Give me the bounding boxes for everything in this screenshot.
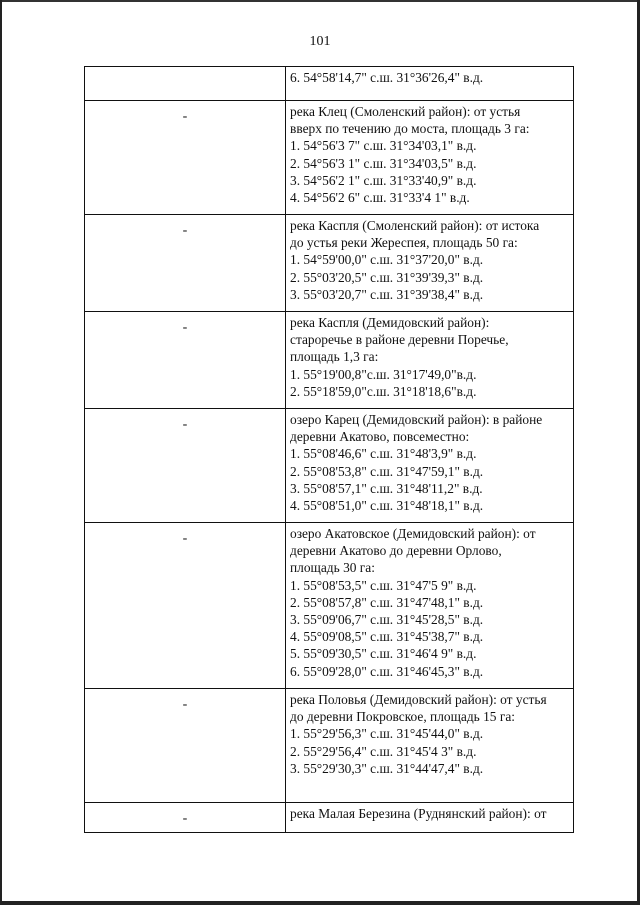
coordinates-table: [84, 66, 574, 833]
text-line: 2. 55°18'59,0"с.ш. 31°18'18,6"в.д.: [290, 383, 477, 399]
text-line: река Каспля (Демидовский район):: [290, 315, 490, 330]
text-line: 2. 55°08'57,8" с.ш. 31°47'48,1" в.д.: [290, 594, 484, 610]
text-line: 2. 55°08'53,8" с.ш. 31°47'59,1" в.д.: [290, 463, 484, 479]
description-cell: [286, 409, 574, 523]
dash-cell: [85, 312, 286, 409]
text-line: площадь 30 га:: [290, 560, 375, 576]
dash-mark: -: [182, 811, 188, 826]
description-cell: [286, 67, 574, 101]
text-line: 4. 55°08'51,0" с.ш. 31°48'18,1" в.д.: [290, 498, 484, 514]
text-line: 1. 54°59'00,0" с.ш. 31°37'20,0" в.д.: [290, 252, 484, 268]
description-cell: [286, 215, 574, 312]
text-line: 5. 55°09'30,5" с.ш. 31°46'4 9" в.д.: [290, 646, 477, 662]
dash-mark: -: [182, 223, 188, 238]
text-line: 3. 55°08'57,1" с.ш. 31°48'11,2" в.д.: [290, 480, 483, 496]
dash-mark: -: [182, 320, 188, 335]
text-line: 1. 55°29'56,3" с.ш. 31°45'44,0" в.д.: [290, 726, 484, 742]
table-row: [85, 689, 574, 803]
table-row: [85, 215, 574, 312]
text-line: 1. 55°08'46,6" с.ш. 31°48'3,9" в.д.: [290, 446, 477, 462]
text-line: 1. 54°56'3 7" с.ш. 31°34'03,1" в.д.: [290, 138, 477, 154]
table-row: [85, 101, 574, 215]
text-line: река Малая Березина (Руднянский район): от: [290, 806, 547, 821]
text-line: река Клец (Смоленский район): от устья: [290, 104, 521, 119]
description-cell: [286, 689, 574, 803]
description-cell: [286, 101, 574, 215]
text-line: озеро Карец (Демидовский район): в районе: [290, 412, 543, 427]
text-line: река Половья (Демидовский район): от устья: [290, 692, 547, 707]
text-line: до деревни Покровское, площадь 15 га:: [290, 709, 515, 725]
page-number: 101: [309, 34, 331, 49]
text-line: озеро Акатовское (Демидовский район): от: [290, 526, 536, 541]
dash-mark: [85, 67, 285, 75]
text-line: 6. 55°09'28,0" с.ш. 31°46'45,3" в.д.: [290, 663, 484, 679]
text-line: деревни Акатово, повсеместно:: [290, 429, 470, 445]
table-row: [85, 409, 574, 523]
text-line: староречье в районе деревни Поречье,: [290, 332, 509, 348]
dash-mark: -: [182, 697, 188, 712]
dash-cell: [85, 101, 286, 215]
description-cell: [286, 312, 574, 409]
description-cell: [286, 803, 574, 833]
dash-mark: -: [182, 531, 188, 546]
dash-cell: [85, 689, 286, 803]
dash-cell: [85, 803, 286, 833]
table-row: [85, 312, 574, 409]
dash-cell: [85, 67, 286, 101]
text-line: 1. 55°08'53,5" с.ш. 31°47'5 9" в.д.: [290, 577, 477, 593]
text-line: 3. 55°03'20,7" с.ш. 31°39'38,4" в.д.: [290, 286, 484, 302]
text-line: 3. 55°09'06,7" с.ш. 31°45'28,5" в.д.: [290, 612, 484, 628]
table-row: [85, 803, 574, 833]
text-line: 6. 54°58'14,7" с.ш. 31°36'26,4" в.д.: [290, 70, 484, 85]
text-line: вверх по течению до моста, площадь 3 га:: [290, 121, 530, 137]
text-line: 3. 55°29'30,3" с.ш. 31°44'47,4" в.д.: [290, 760, 484, 776]
scan-border-left: [0, 0, 2, 905]
scan-border-bottom: [0, 901, 640, 905]
text-line: 4. 54°56'2 6" с.ш. 31°33'4 1" в.д.: [290, 190, 470, 206]
dash-cell: [85, 523, 286, 689]
text-line: 1. 55°19'00,8"с.ш. 31°17'49,0"в.д.: [290, 366, 477, 382]
text-line: площадь 1,3 га:: [290, 349, 379, 365]
dash-cell: [85, 215, 286, 312]
text-line: до устья реки Жереспея, площадь 50 га:: [290, 235, 518, 251]
text-line: 3. 54°56'2 1" с.ш. 31°33'40,9" в.д.: [290, 172, 477, 188]
scan-border-top: [0, 0, 640, 2]
dash-cell: [85, 409, 286, 523]
dash-mark: -: [182, 109, 188, 124]
text-line: 2. 55°03'20,5" с.ш. 31°39'39,3" в.д.: [290, 269, 484, 285]
text-line: 2. 54°56'3 1" с.ш. 31°34'03,5" в.д.: [290, 155, 477, 171]
text-line: деревни Акатово до деревни Орлово,: [290, 543, 502, 559]
table-row: [85, 67, 574, 101]
text-line: 4. 55°09'08,5" с.ш. 31°45'38,7" в.д.: [290, 629, 484, 645]
table-row: [85, 523, 574, 689]
dash-mark: -: [182, 417, 188, 432]
text-line: 2. 55°29'56,4" с.ш. 31°45'4 3" в.д.: [290, 743, 477, 759]
description-cell: [286, 523, 574, 689]
coordinates-table-body: [85, 67, 574, 833]
text-line: река Каспля (Смоленский район): от истока: [290, 218, 540, 233]
